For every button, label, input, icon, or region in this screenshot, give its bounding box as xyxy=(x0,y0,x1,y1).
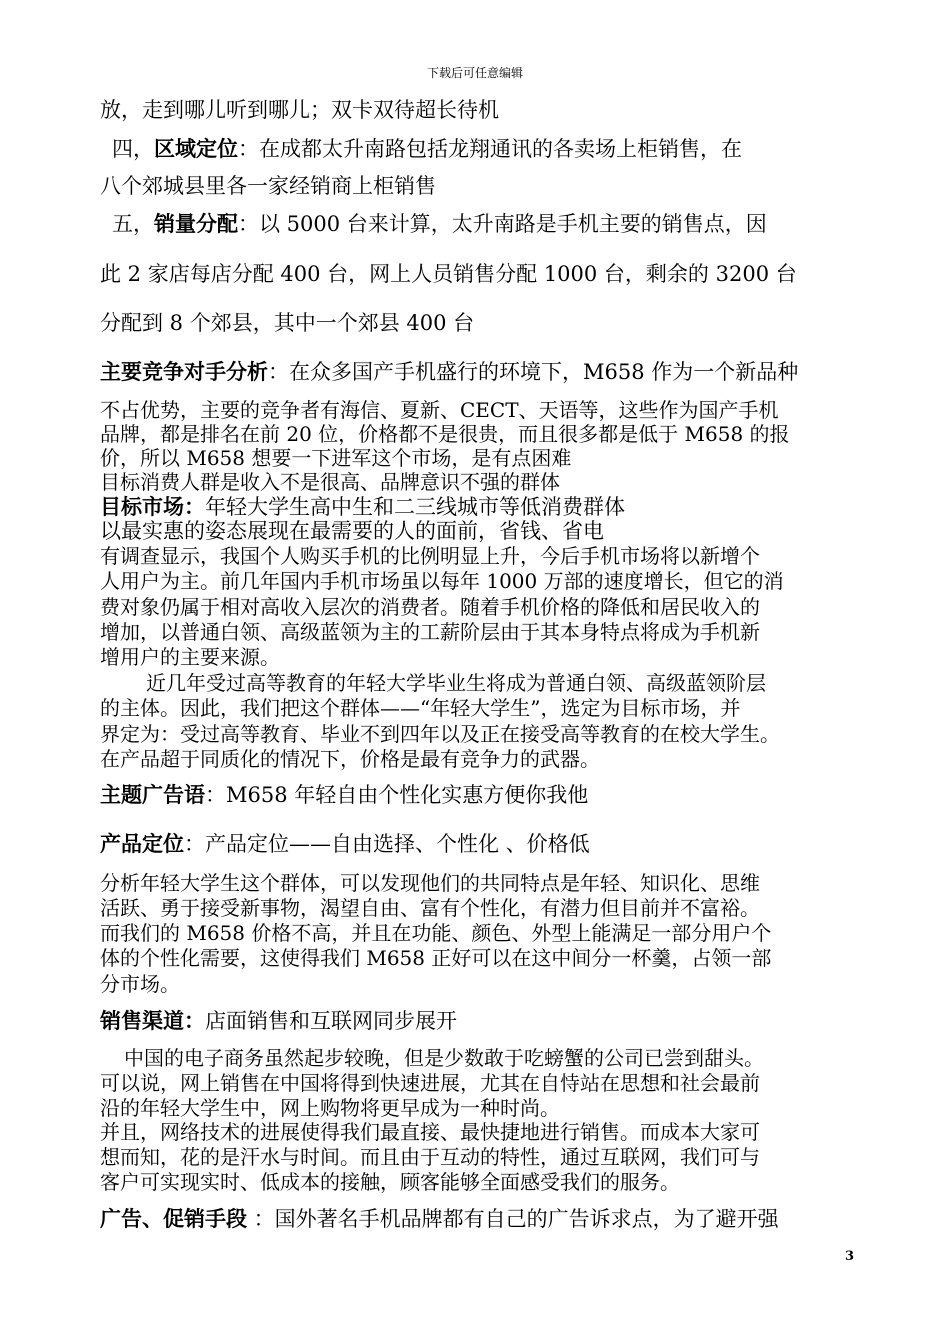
body-line: 人用户为主。前几年国内手机市场虽以每年 1000 万部的速度增长，但它的消 xyxy=(100,569,784,593)
heading-line-target-market xyxy=(100,495,625,519)
section-heading: 销量分配 xyxy=(154,212,238,236)
section-number: 四， xyxy=(112,137,154,161)
body-line: 界定为：受过高等教育、毕业不到四年以及正在接受高等教育的在校大学生。 xyxy=(100,722,780,746)
section-number: 五， xyxy=(112,212,154,236)
body-line: 分析年轻大学生这个群体，可以发现他们的共同特点是年轻、知识化、思维 xyxy=(100,871,760,895)
body-line: 不占优势，主要的竞争者有海信、夏新、CECT、天语等，这些作为国产手机 xyxy=(100,398,779,422)
heading-line-positioning xyxy=(100,832,590,856)
body-line: 客户可实现实时、低成本的接触，顾客能够全面感受我们的服务。 xyxy=(100,1170,680,1194)
section-text: ：M658 年轻自由个性化实惠方便你我他 xyxy=(205,783,589,807)
section-text: ：以 5000 台来计算，太升南路是手机主要的销售点，因 xyxy=(238,212,767,236)
section-text: ：在众多国产手机盛行的环境下，M658 作为一个新品种 xyxy=(268,360,799,384)
body-line: 增用户的主要来源。 xyxy=(100,645,280,669)
body-line: 费对象仍属于相对高收入层次的消费者。随着手机价格的降低和居民收入的 xyxy=(100,595,760,619)
section-line-region xyxy=(112,137,742,161)
body-line: 有调查显示，我国个人购买手机的比例明显上升，今后手机市场将以新增个 xyxy=(100,544,760,568)
body-line: 增加，以普通白领、高级蓝领为主的工薪阶层由于其本身特点将成为手机新 xyxy=(100,620,760,644)
section-text: 年轻大学生高中生和二三线城市等低消费群体 xyxy=(205,495,625,519)
section-heading: 销售渠道： xyxy=(100,1009,205,1033)
body-line: 目标消费人群是收入不是很高、品牌意识不强的群体 xyxy=(100,470,560,494)
body-line: 想而知，花的是汗水与时间。而且由于互动的特性，通过互联网，我们可与 xyxy=(100,1145,760,1169)
body-line: 八个郊城县里各一家经销商上柜销售 xyxy=(100,174,436,198)
heading-line-competitors xyxy=(100,360,798,384)
body-line: 活跃、勇于接受新事物，渴望自由、富有个性化，有潜力但目前并不富裕。 xyxy=(100,896,760,920)
section-text: ：在成都太升南路包括龙翔通讯的各卖场上柜销售，在 xyxy=(238,137,742,161)
section-heading: 主要竞争对手分析 xyxy=(100,360,268,384)
section-heading: 产品定位 xyxy=(100,832,184,856)
body-line: 分市场。 xyxy=(100,972,180,996)
section-heading: 广告、促销手段 xyxy=(100,1207,247,1231)
body-line: 此 2 家店每店分配 400 台，网上人员销售分配 1000 台，剩余的 3200 台 xyxy=(100,262,797,286)
body-line: 体的个性化需要，这使得我们 M658 正好可以在这中间分一杯羹，占领一部 xyxy=(100,946,772,970)
body-line: 可以说，网上销售在中国将得到快速进展，尤其在自恃站在思想和社会最前 xyxy=(100,1071,760,1095)
section-text: 店面销售和互联网同步展开 xyxy=(205,1009,457,1033)
body-line: 的主体。因此，我们把这个群体——“年轻大学生”，选定为目标市场，并 xyxy=(100,696,741,720)
section-heading: 目标市场： xyxy=(100,495,205,519)
body-line: 以最实惠的姿态展现在最需要的人的面前，省钱、省电 xyxy=(100,519,604,543)
body-line: 近几年受过高等教育的年轻大学毕业生将成为普通白领、高级蓝领阶层 xyxy=(146,671,766,695)
heading-line-advertising xyxy=(100,1207,779,1231)
heading-line-slogan xyxy=(100,783,588,807)
section-heading: 区域定位 xyxy=(154,137,238,161)
page-number: 3 xyxy=(844,1249,854,1264)
section-heading: 主题广告语 xyxy=(100,783,205,807)
section-text: ：国外著名手机品牌都有自己的广告诉求点，为了避开强 xyxy=(247,1207,779,1231)
section-line-sales xyxy=(112,212,767,236)
body-line: 沿的年轻大学生中，网上购物将更早成为一种时尚。 xyxy=(100,1096,560,1120)
body-line: 分配到 8 个郊县，其中一个郊县 400 台 xyxy=(100,311,475,335)
heading-line-channels xyxy=(100,1009,457,1033)
section-text: ：产品定位——自由选择、个性化 、价格低 xyxy=(184,832,590,856)
page-header: 下载后可任意编辑 xyxy=(426,66,523,80)
body-line: 而我们的 M658 价格不高，并且在功能、颜色、外型上能满足一部分用户个 xyxy=(100,921,772,945)
body-line: 在产品超于同质化的情况下，价格是最有竞争力的武器。 xyxy=(100,747,600,771)
body-line: 并且，网络技术的进展使得我们最直接、最快捷地进行销售。而成本大家可 xyxy=(100,1120,760,1144)
body-line: 放，走到哪儿听到哪儿；双卡双待超长待机 xyxy=(100,98,499,122)
body-line: 中国的电子商务虽然起步较晚，但是少数敢于吃螃蟹的公司已尝到甜头。 xyxy=(124,1046,764,1070)
body-line: 价，所以 M658 想要一下进军这个市场，是有点困难 xyxy=(100,446,572,470)
body-line: 品牌，都是排名在前 20 位，价格都不是很贵，而且很多都是低于 M658 的报 xyxy=(100,422,790,446)
